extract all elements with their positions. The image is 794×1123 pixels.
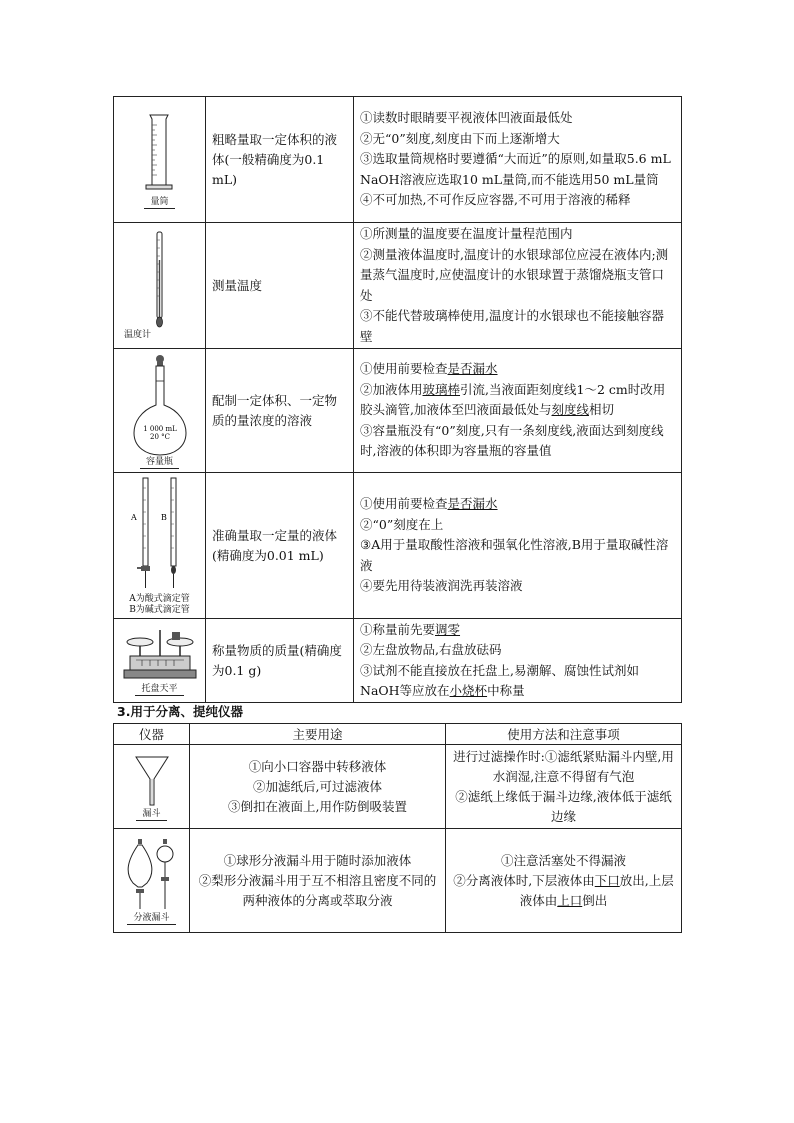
funnel-uses — [190, 745, 446, 829]
note-item: ④不可加热,不可作反应容器,不可用于溶液的稀释 — [360, 192, 631, 208]
balance-use: 称量物质的质量(精确度为0.1 g) — [206, 619, 354, 703]
label-b: B — [160, 512, 167, 522]
flask-image-cell — [114, 349, 206, 473]
table-row — [114, 349, 682, 473]
section-title: 3.用于分离、提纯仪器 — [117, 704, 243, 719]
table-row — [114, 473, 682, 619]
cylinder-image-cell — [114, 97, 206, 223]
balance-icon — [122, 626, 198, 684]
sep-funnel-notes — [446, 829, 682, 933]
note-item: ①使用前要检查是否漏水 — [360, 361, 498, 377]
burette-notes — [354, 473, 682, 619]
header-instrument: 仪器 — [114, 724, 190, 745]
sep-funnel-caption: 分液漏斗 — [127, 913, 175, 925]
funnel-caption: 漏斗 — [136, 809, 166, 821]
note-item: ②滤纸上缘低于漏斗边缘,液体低于滤纸边缘 — [455, 788, 672, 824]
thermometer-image-cell — [114, 223, 206, 349]
use-item: ②梨形分液漏斗用于互不相溶且密度不同的两种液体的分离或萃取分液 — [198, 872, 437, 908]
note-item: ②“0”刻度在上 — [360, 516, 444, 532]
balance-caption: 托盘天平 — [135, 684, 183, 696]
note-item: ③容量瓶没有“0”刻度,只有一条刻度线,液面达到刻度线时,溶液的体积即为容量瓶的容量值 — [360, 422, 664, 459]
note-item: ②加液体用玻璃棒引流,当液面距刻度线1～2 cm时改用胶头滴管,加液体至凹液面最低处与刻度线相切 — [360, 381, 666, 418]
header-notes: 使用方法和注意事项 — [446, 724, 682, 745]
cylinder-use: 粗略量取一定体积的液体(一般精确度为0.1 mL) — [206, 97, 354, 223]
flask-notes — [354, 349, 682, 473]
burette-image-cell — [114, 473, 206, 619]
note-item: ④要先用待装液润洗再装溶液 — [360, 578, 523, 594]
table-header-row — [114, 724, 682, 745]
burette-icon — [125, 476, 195, 594]
thermometer-use: 测量温度 — [206, 223, 354, 349]
flask-use: 配制一定体积、一定物质的量浓度的溶液 — [206, 349, 354, 473]
flask-volume-label: 1 000 mL — [142, 424, 177, 433]
funnel-image-cell — [114, 745, 190, 829]
note-item: ③不能代替玻璃棒使用,温度计的水银球也不能接触容器壁 — [360, 308, 664, 344]
note-item: ③选取量筒规格时要遵循“大而近”的原则,如量取5.6 mL NaOH溶液应选取10 mL量筒,而不能选用50 mL量筒 — [360, 151, 671, 187]
thermometer-notes — [354, 223, 682, 349]
funnel-icon — [132, 753, 172, 809]
table-row — [114, 619, 682, 703]
burette-caption-a: A为酸式滴定管 — [129, 593, 190, 604]
cylinder-caption: 量筒 — [144, 197, 174, 209]
flask-caption: 容量瓶 — [140, 457, 179, 469]
table-row — [114, 97, 682, 223]
funnel-notes — [446, 745, 682, 829]
use-item: ①球形分液漏斗用于随时添加液体 — [223, 852, 412, 868]
sep-funnel-image-cell — [114, 829, 190, 933]
note-item: 进行过滤操作时:①滤纸紧贴漏斗内壁,用水润湿,注意不得留有气泡 — [453, 748, 674, 784]
graduated-cylinder-icon — [140, 111, 180, 197]
note-item: ③A用于量取酸性溶液和强氧化性溶液,B用于量取碱性溶液 — [360, 537, 669, 573]
burette-use: 准确量取一定量的液体(精确度为0.01 mL) — [206, 473, 354, 619]
label-a: A — [130, 512, 137, 522]
note-item: ②测量液体温度时,温度计的水银球部位应浸在液体内;测量蒸气温度时,应使温度计的水银球置于蒸馏烧瓶支管口处 — [360, 246, 669, 303]
sep-funnel-uses — [190, 829, 446, 933]
table-row — [114, 223, 682, 349]
note-item: ②分离液体时,下层液体由下口放出,上层液体由上口倒出 — [453, 872, 674, 908]
separation-table — [113, 723, 682, 933]
use-item: ①向小口容器中转移液体 — [248, 758, 387, 774]
use-item: ②加滤纸后,可过滤液体 — [253, 778, 382, 794]
balance-notes — [354, 619, 682, 703]
balance-image-cell — [114, 619, 206, 703]
flask-temp-label: 20 °C — [149, 432, 170, 441]
note-item: ③试剂不能直接放在托盘上,易潮解、腐蚀性试剂如NaOH等应放在小烧杯中称量 — [360, 662, 639, 698]
thermometer-caption: 温度计 — [124, 330, 152, 340]
note-item: ①使用前要检查是否漏水 — [360, 496, 498, 512]
header-use: 主要用途 — [190, 724, 446, 745]
use-item: ③倒扣在液面上,用作防倒吸装置 — [228, 798, 407, 814]
note-item: ②左盘放物品,右盘放砝码 — [360, 642, 502, 657]
table-row — [114, 745, 682, 829]
note-item: ①称量前先要调零 — [360, 621, 461, 637]
note-item: ②无“0”刻度,刻度由下而上逐渐增大 — [360, 130, 560, 146]
table-row — [114, 829, 682, 933]
volumetric-flask-icon — [130, 353, 190, 457]
instrument-table — [113, 96, 682, 703]
note-item: ①读数时眼睛要平视液体凹液面最低处 — [360, 110, 573, 126]
burette-caption-b: B为碱式滴定管 — [129, 604, 190, 615]
note-item: ①所测量的温度要在温度计量程范围内 — [360, 226, 573, 241]
separatory-funnel-icon — [121, 837, 183, 913]
thermometer-icon — [145, 230, 175, 330]
note-item: ①注意活塞处不得漏液 — [500, 852, 626, 868]
cylinder-notes — [354, 97, 682, 223]
